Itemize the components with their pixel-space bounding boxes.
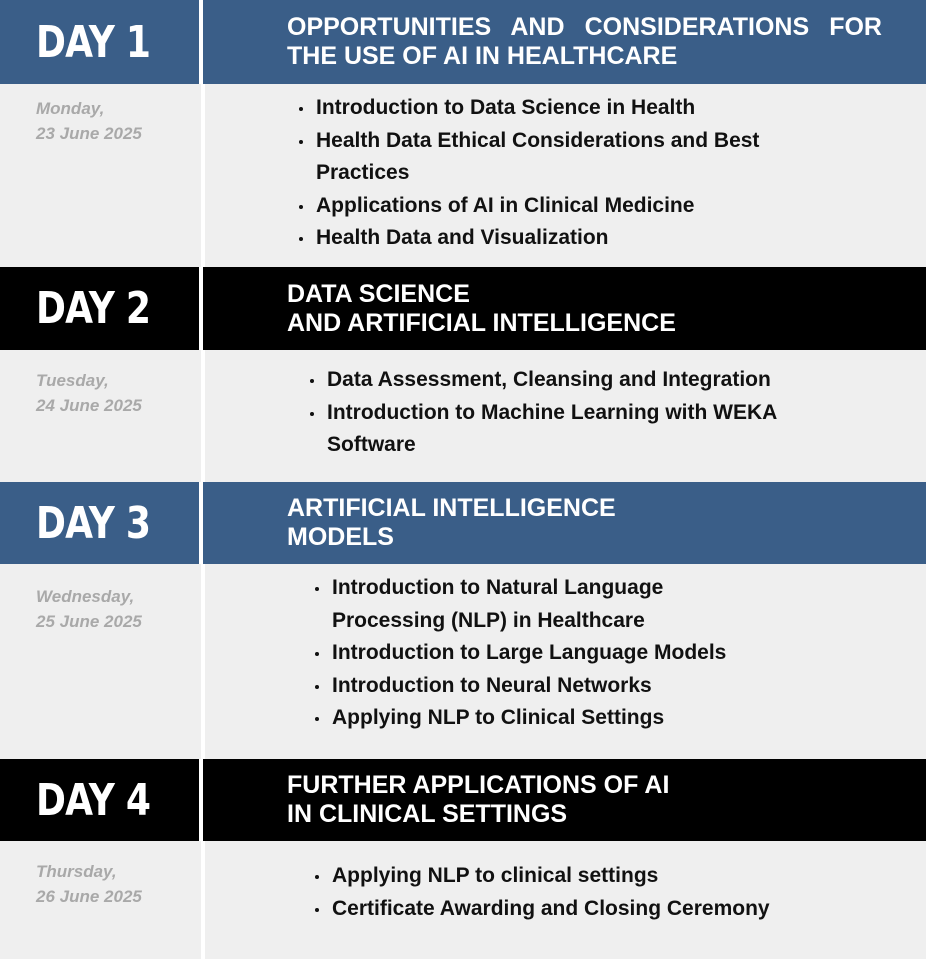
- list-item: Introduction to Machine Learning with WEKA Software: [327, 397, 836, 462]
- day-4-header: [0, 759, 926, 841]
- day-4-date: 26 June 2025: [36, 887, 142, 906]
- day-2-title-line-1: DATA SCIENCE: [287, 279, 470, 308]
- day-1-title-line-1: OPPORTUNITIES AND CONSIDERATIONS FOR: [287, 13, 882, 41]
- day-2-topic-list: [327, 364, 836, 462]
- day-3-title-line-2: MODELS: [287, 523, 394, 551]
- day-4-title: [203, 759, 926, 841]
- day-2-label-cell: [0, 267, 199, 350]
- day-2-topics-cell: [205, 350, 926, 482]
- day-2-header: [0, 267, 926, 350]
- day-3-topics-cell: [205, 564, 926, 759]
- day-4-body: [0, 841, 926, 959]
- day-2-title-line-2: AND ARTIFICIAL INTELLIGENCE: [287, 308, 676, 337]
- day-1-topic-list: [316, 92, 826, 255]
- day-1-weekday: Monday,: [36, 99, 105, 118]
- day-1-date-cell: [0, 84, 201, 267]
- day-4-date-cell: [0, 841, 201, 959]
- list-item: Applications of AI in Clinical Medicine: [316, 190, 826, 223]
- day-1-title: [203, 0, 926, 84]
- list-item: Introduction to Data Science in Health: [316, 92, 826, 125]
- day-3-weekday: Wednesday,: [36, 587, 135, 606]
- day-3-body: [0, 564, 926, 759]
- day-1-header: [0, 0, 926, 84]
- day-2-label: DAY 2: [36, 283, 151, 334]
- day-2-date-cell: [0, 350, 201, 482]
- day-3-topic-list: [332, 572, 726, 735]
- list-item: Applying NLP to Clinical Settings: [332, 702, 726, 735]
- day-3-date: 25 June 2025: [36, 612, 142, 631]
- day-3-date-cell: [0, 564, 201, 759]
- day-2-date: 24 June 2025: [36, 396, 142, 415]
- list-item: Health Data and Visualization: [316, 222, 826, 255]
- day-1-label-cell: [0, 0, 199, 84]
- day-1-topics-cell: [205, 84, 926, 267]
- list-item: Applying NLP to clinical settings: [332, 860, 866, 893]
- day-3-header: [0, 482, 926, 564]
- list-item: Health Data Ethical Considerations and Best Practices: [316, 125, 826, 190]
- day-2-weekday: Tuesday,: [36, 371, 109, 390]
- day-1-body: [0, 84, 926, 267]
- day-4-weekday: Thursday,: [36, 862, 117, 881]
- day-1-date: 23 June 2025: [36, 124, 142, 143]
- list-item: Introduction to Large Language Models: [332, 637, 726, 670]
- day-4-topic-list: [332, 860, 866, 925]
- list-item: Data Assessment, Cleansing and Integration: [327, 364, 836, 397]
- day-1-title-line-2: THE USE OF AI IN HEALTHCARE: [287, 42, 678, 70]
- day-3-label: DAY 3: [36, 497, 151, 549]
- day-4-title-line-1: FURTHER APPLICATIONS OF AI: [287, 771, 670, 799]
- day-4-label: DAY 4: [36, 774, 151, 826]
- day-3-title-line-1: ARTIFICIAL INTELLIGENCE: [287, 494, 616, 522]
- day-3-label-cell: [0, 482, 199, 564]
- day-4-topics-cell: [205, 841, 926, 959]
- list-item: Introduction to Neural Networks: [332, 670, 726, 703]
- day-4-label-cell: [0, 759, 199, 841]
- day-1-label: DAY 1: [36, 16, 151, 68]
- day-4-title-line-2: IN CLINICAL SETTINGS: [287, 800, 568, 828]
- day-2-title: [203, 267, 926, 350]
- list-item: Introduction to Natural Language Processing (NLP) in Healthcare: [332, 572, 726, 637]
- day-3-title: [203, 482, 926, 564]
- list-item: Certificate Awarding and Closing Ceremony: [332, 893, 866, 926]
- day-2-body: [0, 350, 926, 482]
